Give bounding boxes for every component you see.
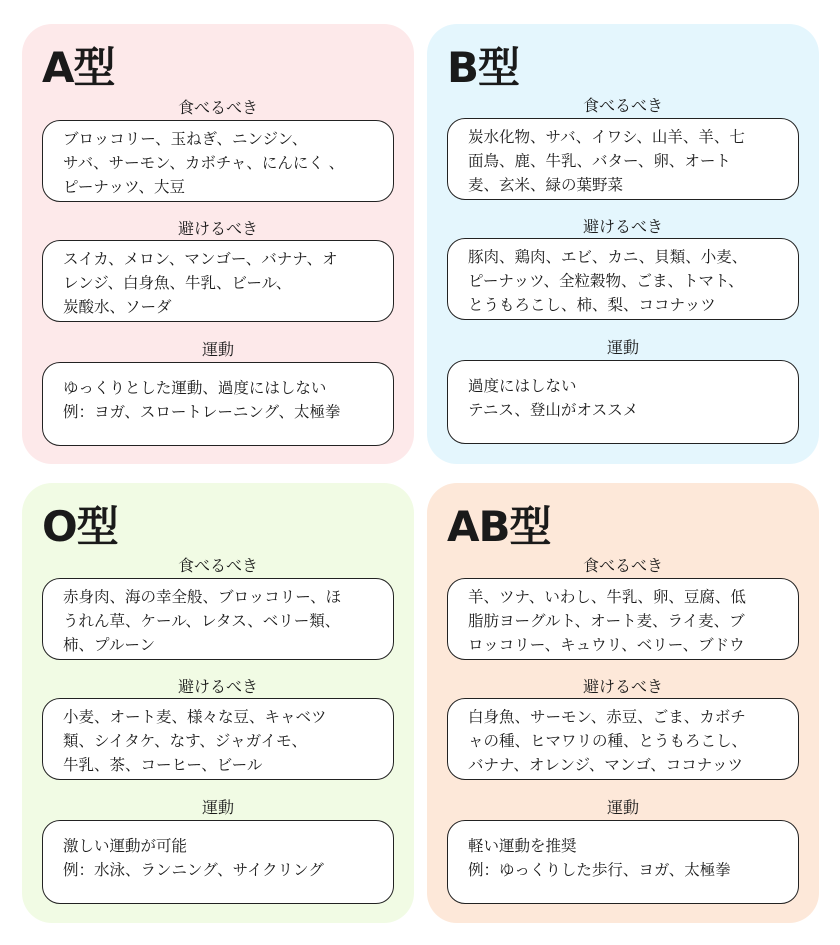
- avoid-line: 豚肉、鶏肉、エビ、カニ、貝類、小麦、: [468, 248, 748, 266]
- eat-line: 面鳥、鹿、牛乳、バター、卵、オート: [468, 152, 731, 170]
- eat-box: [42, 578, 394, 660]
- avoid-heading: 避けるべき: [177, 219, 258, 238]
- eat-heading: 食べるべき: [177, 556, 258, 575]
- eat-line: 柿、プルーン: [63, 636, 156, 654]
- eat-box: [447, 578, 799, 660]
- exercise-box: [42, 362, 394, 446]
- exercise-line: 例：水泳、ランニング、サイクリング: [63, 861, 324, 879]
- card-title: B型: [447, 43, 520, 92]
- eat-heading: 食べるべき: [582, 556, 663, 575]
- avoid-line: レンジ、白身魚、牛乳、ビール、: [63, 274, 292, 292]
- exercise-heading: 運動: [606, 338, 639, 357]
- exercise-heading: 運動: [201, 798, 234, 817]
- eat-line: ブロッコリー、玉ねぎ、ニンジン、: [63, 130, 308, 148]
- eat-line: 羊、ツナ、いわし、牛乳、卵、豆腐、低: [468, 588, 746, 606]
- eat-line: ロッコリー、キュウリ、ベリー、ブドウ: [468, 636, 745, 654]
- avoid-box: [447, 238, 799, 320]
- avoid-line: とうもろこし、柿、梨、ココナッツ: [468, 296, 716, 314]
- avoid-heading: 避けるべき: [582, 217, 663, 236]
- eat-line: 麦、玄米、緑の葉野菜: [468, 176, 624, 194]
- exercise-line: ゆっくりとした運動、過度にはしない: [63, 379, 327, 397]
- exercise-heading: 運動: [201, 340, 234, 359]
- exercise-line: 例：ゆっくりした歩行、ヨガ、太極拳: [468, 861, 731, 879]
- card-title: AB型: [447, 502, 551, 551]
- blood-type-a-card: [22, 24, 414, 464]
- avoid-line: 牛乳、茶、コーヒー、ビール: [63, 756, 263, 774]
- blood-type-ab-card: [427, 483, 819, 923]
- card-title: A型: [42, 43, 115, 92]
- avoid-line: ャの種、ヒマワリの種、とうもろこし、: [468, 732, 748, 750]
- avoid-line: 白身魚、サーモン、赤豆、ごま、カボチ: [468, 708, 746, 726]
- exercise-heading: 運動: [606, 798, 639, 817]
- exercise-line: テニス、登山がオススメ: [468, 401, 639, 419]
- avoid-line: ピーナッツ、全粒穀物、ごま、トマト、: [468, 272, 744, 290]
- avoid-box: [42, 240, 394, 322]
- avoid-heading: 避けるべき: [177, 677, 258, 696]
- eat-line: サバ、サーモン、カボチャ、にんにく 、: [63, 154, 345, 172]
- eat-heading: 食べるべき: [582, 96, 663, 115]
- exercise-box: [42, 820, 394, 904]
- blood-type-b-card: [427, 24, 819, 464]
- eat-line: ピーナッツ、大豆: [63, 178, 185, 196]
- exercise-line: 激しい運動が可能: [63, 837, 188, 855]
- eat-line: 炭水化物、サバ、イワシ、山羊、羊、七: [468, 128, 745, 146]
- exercise-line: 例：ヨガ、スロートレーニング、太極拳: [63, 403, 341, 421]
- eat-line: うれん草、ケール、レタス、ベリー類、: [63, 612, 341, 630]
- avoid-line: スイカ、メロン、マンゴー、バナナ、オ: [63, 250, 338, 268]
- avoid-line: 炭酸水、ソーダ: [63, 298, 172, 316]
- exercise-line: 軽い運動を推奨: [468, 837, 577, 855]
- exercise-box: [447, 820, 799, 904]
- eat-line: 赤身肉、海の幸全般、ブロッコリー、ほ: [63, 588, 342, 606]
- eat-box: [447, 118, 799, 200]
- avoid-line: バナナ、オレンジ、マンゴ、ココナッツ: [468, 756, 743, 774]
- blood-type-o-card: [22, 483, 414, 923]
- avoid-box: [447, 698, 799, 780]
- avoid-heading: 避けるべき: [582, 677, 663, 696]
- exercise-box: [447, 360, 799, 444]
- avoid-line: 類、シイタケ、なす、ジャガイモ、: [63, 732, 307, 750]
- avoid-box: [42, 698, 394, 780]
- eat-line: 脂肪ヨーグルト、オート麦、ライ麦、ブ: [468, 612, 745, 630]
- card-title: O型: [42, 502, 118, 551]
- eat-box: [42, 120, 394, 202]
- eat-heading: 食べるべき: [177, 98, 258, 117]
- exercise-line: 過度にはしない: [468, 377, 577, 395]
- avoid-line: 小麦、オート麦、様々な豆、キャベツ: [63, 708, 327, 726]
